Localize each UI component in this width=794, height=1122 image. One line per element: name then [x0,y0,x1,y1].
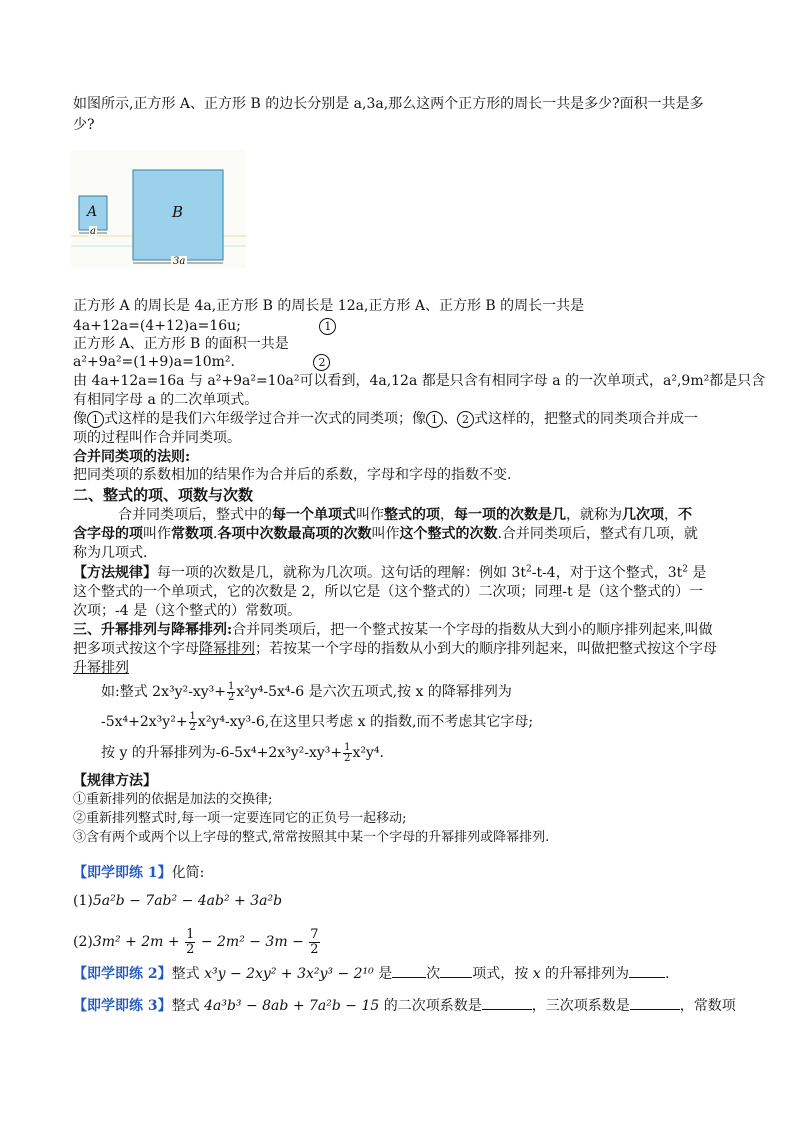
text: 整式 [171,966,205,982]
section2-para-line-2 [73,524,698,544]
text: ， [440,507,454,523]
text: ；若按某一个字母的指数从小到大的顺序排列起来，叫做把整式按这个字母 [255,641,717,657]
variable: x [532,966,541,982]
exercise-1-tag: 【即学即练 1】 [73,865,172,881]
example-line-1 [101,680,512,704]
area-equation: a²+9a²=(1+9)a=10m². [73,354,235,370]
square-b-dimension: 3a [173,256,186,267]
term-polynomial-degree: 这个整式的次数 [399,526,498,542]
exercise-1-problem-2 [73,927,321,957]
term-item: 整式的项 [384,507,440,523]
expression: x³y − 2xy² + 3x²y³ − 2¹⁰ [204,966,374,982]
fraction-half: $\frac{1}{2}$ [344,741,351,764]
term-monomial: 每一个单项式 [272,507,356,523]
exercise-1-problem-1 [73,891,282,911]
text: ，三次项系数是 [531,998,630,1014]
expression: 5a²b − 7ab² − 4ab² + 3a²b [92,893,283,909]
text: 叫作 [356,507,384,523]
exercise-3-tag: 【即学即练 3】 [73,998,172,1014]
text: 式这样的，把整式的同类项合并成一 [474,411,698,427]
text: 化简: [171,865,205,881]
text: 合并同类项后，整式中的 [118,507,272,523]
square-b-label: B [172,203,184,221]
text: 是 [373,966,393,982]
section3-heading: 三、升幂排列与降幂排列: [73,622,233,638]
text: 项式，按 [472,966,533,982]
section2-para-line-1 [118,505,692,525]
blank-ascending-order[interactable] [629,963,665,978]
expression: 3m² + 2m + [92,934,185,950]
rules2-item-2: ②重新排列整式时,每一项一定要连同它的正负号一起移动; [73,811,407,826]
term-descending: 降幂排列 [199,641,255,657]
blank-term-count[interactable] [440,963,472,978]
term-no-letter: 含字母的项 [73,526,143,542]
solution-line-7 [73,409,698,429]
text: 把多项式按这个字母 [73,641,199,657]
intro-line-1: 如图所示,正方形 A、正方形 B 的边长分别是 a,3a,那么这两个正方形的周长一共是多少?面积一共是多 [73,96,704,112]
solution-line-8: 项的过程叫作合并同类项。 [73,430,241,446]
solution-line-5: 由 4a+12a=16a 与 a²+9a²=10a²可以看到，4a,12a 都是只含有相同字母 a 的一次单项式，a²,9m²都是只含 [73,373,766,389]
solution-line-4 [73,352,330,372]
fraction-half: $\frac{1}{2}$ [189,710,196,733]
text: 是 [687,565,707,581]
text: 合并同类项后，把一个整式按某一个字母的指数从大到小的顺序排列起来,叫做 [232,622,713,638]
solution-line-6: 有相同字母 a 的二次单项式。 [73,392,259,408]
exercise-2 [73,963,670,984]
text: x²y⁴-5x⁴-6 是六次五项式,按 x 的降幂排列为 [236,684,512,700]
blank-quadratic-coefficient[interactable] [482,995,532,1010]
text: 每一项的次数是几，就称为几次项。这句话的理解：例如 3t [157,565,526,581]
circled-marker-1: 1 [319,318,336,335]
problem-number: (2) [73,934,93,950]
text: ，常数项 [679,998,736,1014]
blank-cubic-coefficient[interactable] [630,995,680,1010]
squares-diagram [71,150,246,268]
blank-degree[interactable] [392,963,426,978]
text: 式这样的是我们六年级学过合并一次式的同类项；像 [104,411,426,427]
text: 不 [678,507,692,523]
text: 、 [443,411,457,427]
example-line-2 [101,710,533,734]
term-ascending: 升幂排列 [73,660,129,676]
text: -t-4，对于这个整式，3t [531,565,683,581]
text: -5x⁴+2x³y²+ [101,714,188,730]
term-highest-degree: 各项中次数最高项的次数 [217,526,372,542]
fraction-one-half: $\frac{1}{2}$ [186,926,195,957]
problem-number: (1) [73,893,93,909]
text: 叫作 [143,526,171,542]
rule-heading: 合并同类项的法则: [73,449,191,465]
example-line-3 [101,741,384,765]
text: 次 [426,966,441,982]
squares-figure [71,150,246,268]
exercise-2-tag: 【即学即练 2】 [73,966,172,982]
solution-line-3: 正方形 A、正方形 B 的面积一共是 [73,336,289,352]
method-line-3: 次项；-4 是（这个整式的）常数项。 [73,603,302,619]
text: x²y⁴-xy³-6,在这里只考虑 x 的指数,而不考虑其它字母; [197,714,534,730]
section3-line-2 [73,639,717,659]
rules2-item-1: ①重新排列的依据是加法的交换律; [73,792,273,807]
text: 如:整式 2x³y²-xy³+ [101,684,226,700]
circled-marker-2: 2 [313,354,330,371]
text: .合并同类项后，整式有几项，就 [497,526,698,542]
text: 的升幂排列为 [540,966,630,982]
perimeter-equation: 4a+12a=(4+12)a=16u; [73,318,241,334]
text: 像 [73,411,87,427]
exercise-1-heading [73,863,204,883]
rules2-heading: 【规律方法】 [73,773,157,789]
term-constant: 常数项 [171,526,213,542]
circled-ref-2: 2 [457,411,474,428]
section2-heading: 二、整式的项、项数与次数 [73,486,254,504]
method-tag: 【方法规律】 [73,565,157,581]
text: 按 y 的升幂排列为-6-5x⁴+2x³y²-xy³+ [101,745,343,761]
exercise-3 [73,995,736,1016]
section2-para-line-3: 称为几项式. [73,545,148,561]
square-a-label: A [87,204,98,220]
text: x²y⁴. [352,745,384,761]
text: ， [664,507,678,523]
text: . [665,966,670,982]
expression: − 2m² − 3m − [196,934,309,950]
section3-line-1 [73,620,713,640]
square-a-dimension: a [90,226,96,237]
intro-line-2: 少? [73,117,95,133]
solution-line-1: 正方形 A 的周长是 4a,正方形 B 的周长是 12a,正方形 A、正方形 B 的周长一共是 [73,298,585,314]
text: 叫作 [371,526,400,542]
term-degree: 每一项的次数是几 [454,507,566,523]
circled-ref-1: 1 [87,411,104,428]
solution-line-2 [73,316,336,336]
rules2-item-3: ③含有两个或两个以上字母的整式,常常按照其中某一个字母的升幂排列或降幂排列. [73,830,550,845]
expression: 4a³b³ − 8ab + 7a²b − 15 [204,998,380,1014]
method-line-2: 这个整式的一个单项式，它的次数是 2，所以它是（这个整式的）二次项；同理-t 是（这个整式的）一 [73,584,704,600]
rule-text: 把同类项的系数相加的结果作为合并后的系数，字母和字母的指数不变. [73,467,512,483]
text: . [213,526,218,542]
section3-line-3 [73,658,129,678]
term-nth-item: 几次项 [622,507,664,523]
method-line-1: 【方法规律】每一项的次数是几，就称为几次项。这句话的理解：例如 $3t^2-t-4$，对于这个整式，$3t^2$ 是 [73,564,707,581]
text: ，就称为 [566,507,622,523]
circled-ref-1b: 1 [426,411,443,428]
fraction-half: $\frac{1}{2}$ [227,680,235,703]
text: 的二次项系数是 [379,998,482,1014]
text: 整式 [171,998,205,1014]
fraction-seven-halves: $\frac{7}{2}$ [310,926,319,957]
